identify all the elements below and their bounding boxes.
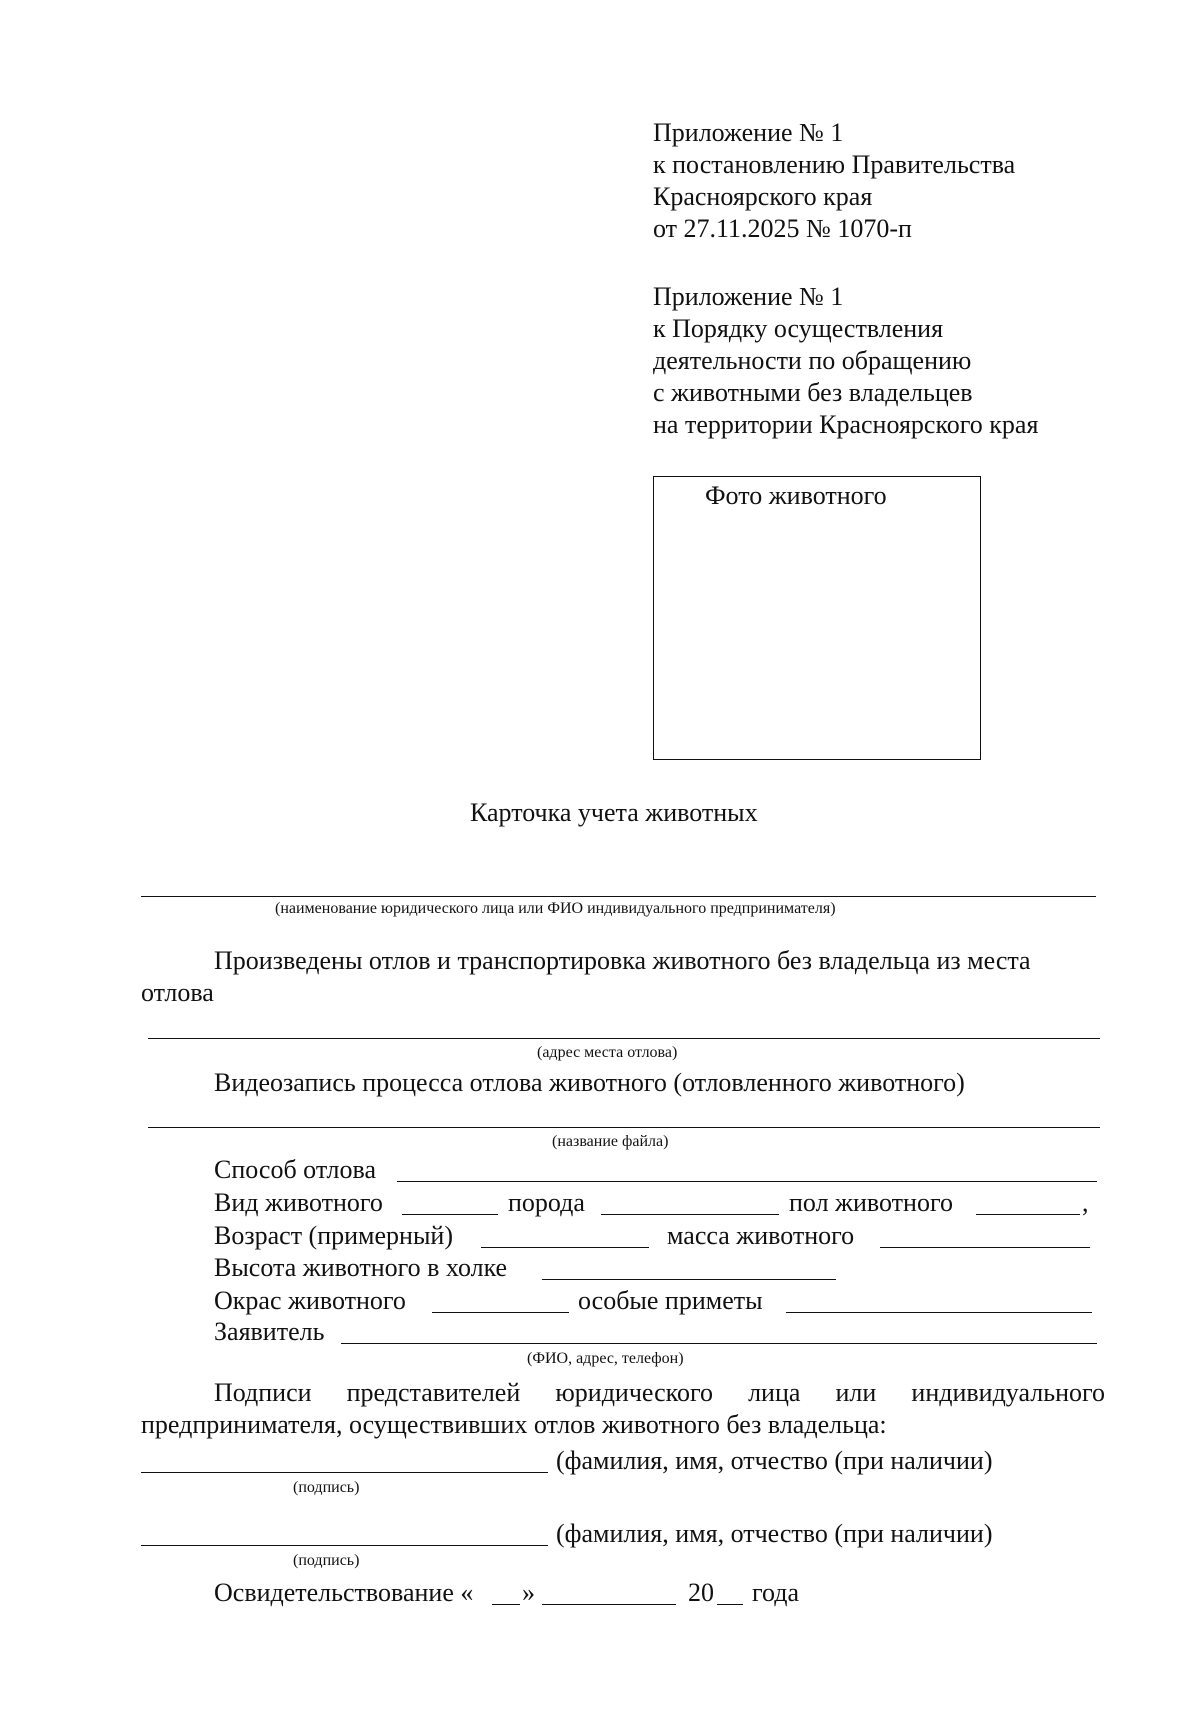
intro-word: юридического xyxy=(555,1378,713,1407)
signature-2-name-label: (фамилия, имя, отчество (при наличии) xyxy=(556,1519,993,1548)
applicant-blank xyxy=(341,1343,1097,1344)
height-label: Высота животного в холке xyxy=(214,1253,508,1282)
photo-box xyxy=(653,476,981,760)
address-blank xyxy=(148,1038,1100,1039)
exam-year-suffix: года xyxy=(752,1578,800,1607)
intro-word: лица xyxy=(748,1378,801,1407)
exam-day-blank xyxy=(492,1604,520,1605)
header2-line-3: деятельности по обращению xyxy=(653,346,972,375)
signature-1-blank xyxy=(141,1472,548,1473)
photo-label: Фото животного xyxy=(705,481,887,510)
sex-label: пол животного xyxy=(789,1188,953,1217)
header2-line-4: с животными без владельцев xyxy=(653,378,973,407)
marks-blank xyxy=(786,1312,1092,1313)
weight-label: масса животного xyxy=(667,1221,855,1250)
intro-word: представителей xyxy=(346,1378,521,1407)
capture-method-label: Способ отлова xyxy=(214,1155,376,1184)
breed-blank xyxy=(601,1214,779,1215)
address-caption: (адрес места отлова) xyxy=(537,1044,678,1061)
video-file-caption: (название файла) xyxy=(552,1133,669,1150)
header1-line-1: Приложение № 1 xyxy=(653,118,844,147)
capture-paragraph-line-2: отлова xyxy=(141,978,214,1007)
color-blank xyxy=(432,1312,569,1313)
sex-comma: , xyxy=(1082,1188,1089,1217)
signature-2-blank xyxy=(141,1545,548,1546)
org-name-blank xyxy=(141,896,1096,897)
intro-word: или xyxy=(835,1378,877,1407)
breed-label: порода xyxy=(508,1188,585,1217)
org-name-caption: (наименование юридического лица или ФИО индивидуального предпринимателя) xyxy=(275,900,836,917)
color-label: Окрас животного xyxy=(214,1286,406,1315)
exam-quote-close: » xyxy=(522,1578,535,1607)
animal-type-label: Вид животного xyxy=(214,1188,383,1217)
intro-word: Подписи xyxy=(214,1378,312,1407)
header2-line-5: на территории Красноярского края xyxy=(653,410,1039,439)
header1-line-2: к постановлению Правительства xyxy=(653,150,1016,179)
signature-2-caption: (подпись) xyxy=(293,1552,360,1569)
header2-line-1: Приложение № 1 xyxy=(653,282,844,311)
video-label: Видеозапись процесса отлова животного (отловленного животного) xyxy=(214,1068,965,1097)
exam-month-blank xyxy=(542,1604,676,1605)
signatures-intro-line-1 xyxy=(214,1378,1105,1408)
weight-blank xyxy=(880,1247,1090,1248)
signature-1-caption: (подпись) xyxy=(293,1479,360,1496)
applicant-label: Заявитель xyxy=(214,1317,325,1346)
signature-1-name-label: (фамилия, имя, отчество (при наличии) xyxy=(556,1446,993,1475)
header2-line-2: к Порядку осуществления xyxy=(653,314,944,343)
capture-paragraph-line-1: Произведены отлов и транспортировка животного без владельца из места xyxy=(214,946,1031,975)
intro-word: индивидуального xyxy=(911,1378,1105,1407)
animal-type-blank xyxy=(402,1214,498,1215)
height-blank xyxy=(542,1279,836,1280)
header1-line-4: от 27.11.2025 № 1070-п xyxy=(653,214,912,243)
marks-label: особые приметы xyxy=(578,1286,763,1315)
capture-method-blank xyxy=(397,1181,1097,1182)
examination-label: Освидетельствование « xyxy=(214,1578,474,1607)
age-label: Возраст (примерный) xyxy=(214,1221,453,1250)
age-blank xyxy=(481,1247,649,1248)
applicant-caption: (ФИО, адрес, телефон) xyxy=(527,1350,684,1367)
header1-line-3: Красноярского края xyxy=(653,182,873,211)
video-file-blank xyxy=(148,1127,1100,1128)
page-title: Карточка учета животных xyxy=(470,798,758,827)
sex-blank xyxy=(976,1214,1080,1215)
exam-year-prefix: 20 xyxy=(688,1578,714,1607)
exam-year-blank xyxy=(717,1604,743,1605)
signatures-intro-line-2: предпринимателя, осуществивших отлов животного без владельца: xyxy=(141,1410,887,1439)
